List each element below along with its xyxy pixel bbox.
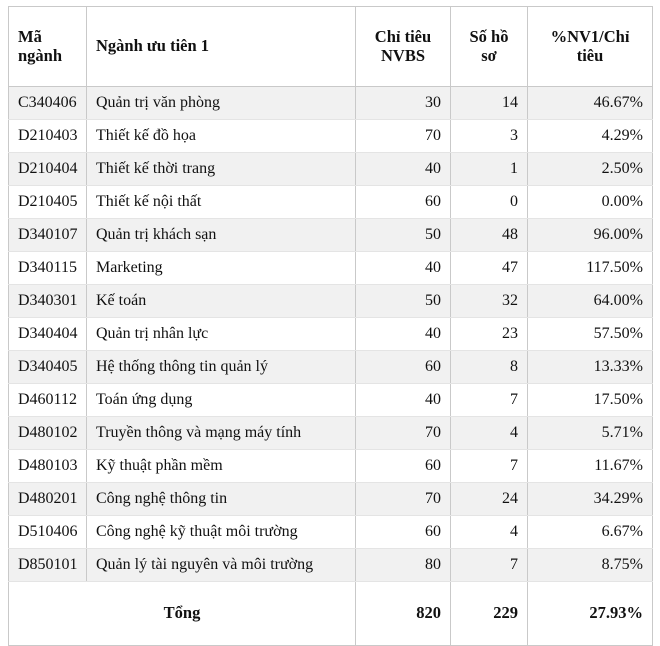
cell-quota: 40 xyxy=(356,252,451,285)
cell-applications: 14 xyxy=(451,87,528,120)
cell-percent: 5.71% xyxy=(528,417,653,450)
column-header-code-line1: Mã xyxy=(18,26,42,46)
cell-major-code: D340115 xyxy=(9,252,87,285)
table-body xyxy=(9,87,653,646)
cell-percent: 57.50% xyxy=(528,318,653,351)
cell-major-code: D340404 xyxy=(9,318,87,351)
header-row xyxy=(9,7,653,87)
table-row xyxy=(9,450,653,483)
cell-percent: 6.67% xyxy=(528,516,653,549)
table-row xyxy=(9,87,653,120)
table-row xyxy=(9,483,653,516)
cell-major-name: Công nghệ thông tin xyxy=(87,483,356,516)
cell-quota: 50 xyxy=(356,219,451,252)
cell-major-name: Hệ thống thông tin quản lý xyxy=(87,351,356,384)
cell-applications: 7 xyxy=(451,384,528,417)
cell-percent: 64.00% xyxy=(528,285,653,318)
cell-percent: 13.33% xyxy=(528,351,653,384)
column-header-quota xyxy=(356,7,451,87)
table-row xyxy=(9,285,653,318)
cell-major-code: D210405 xyxy=(9,186,87,219)
cell-major-name: Kỹ thuật phần mềm xyxy=(87,450,356,483)
table-row xyxy=(9,417,653,450)
table-row xyxy=(9,219,653,252)
cell-major-name: Marketing xyxy=(87,252,356,285)
cell-percent: 8.75% xyxy=(528,549,653,582)
cell-applications: 4 xyxy=(451,516,528,549)
column-header-applications: Số hồ sơ xyxy=(451,7,528,87)
cell-applications: 23 xyxy=(451,318,528,351)
cell-major-name: Công nghệ kỹ thuật môi trường xyxy=(87,516,356,549)
cell-major-name: Toán ứng dụng xyxy=(87,384,356,417)
column-header-code xyxy=(9,7,87,87)
cell-quota: 40 xyxy=(356,318,451,351)
table-row xyxy=(9,384,653,417)
total-applications: 229 xyxy=(451,582,528,646)
cell-quota: 50 xyxy=(356,285,451,318)
cell-major-name: Quản trị nhân lực xyxy=(87,318,356,351)
cell-quota: 60 xyxy=(356,186,451,219)
cell-major-code: D850101 xyxy=(9,549,87,582)
table-row xyxy=(9,318,653,351)
cell-major-name: Thiết kế đồ họa xyxy=(87,120,356,153)
cell-applications: 48 xyxy=(451,219,528,252)
total-row xyxy=(9,582,653,646)
cell-quota: 70 xyxy=(356,120,451,153)
cell-quota: 60 xyxy=(356,351,451,384)
cell-quota: 60 xyxy=(356,450,451,483)
cell-applications: 7 xyxy=(451,450,528,483)
cell-major-code: D480201 xyxy=(9,483,87,516)
cell-major-name: Quản lý tài nguyên và môi trường xyxy=(87,549,356,582)
cell-major-code: D480103 xyxy=(9,450,87,483)
table-row xyxy=(9,120,653,153)
table-header xyxy=(9,7,653,87)
cell-percent: 0.00% xyxy=(528,186,653,219)
cell-major-name: Kế toán xyxy=(87,285,356,318)
column-header-code-line2: ngành xyxy=(18,46,63,65)
column-header-quota-line2: NVBS xyxy=(380,46,425,65)
cell-quota: 30 xyxy=(356,87,451,120)
table-row xyxy=(9,186,653,219)
cell-applications: 1 xyxy=(451,153,528,186)
total-label: Tổng xyxy=(9,582,356,646)
cell-quota: 60 xyxy=(356,516,451,549)
cell-applications: 47 xyxy=(451,252,528,285)
cell-applications: 24 xyxy=(451,483,528,516)
table-row xyxy=(9,351,653,384)
column-header-quota-line1: Chỉ tiêu xyxy=(374,26,432,46)
cell-percent: 17.50% xyxy=(528,384,653,417)
cell-quota: 70 xyxy=(356,483,451,516)
cell-major-code: D340405 xyxy=(9,351,87,384)
cell-major-name: Thiết kế thời trang xyxy=(87,153,356,186)
cell-quota: 40 xyxy=(356,384,451,417)
cell-major-code: C340406 xyxy=(9,87,87,120)
cell-major-code: D510406 xyxy=(9,516,87,549)
admission-quota-table xyxy=(8,6,653,646)
cell-applications: 32 xyxy=(451,285,528,318)
cell-major-name: Thiết kế nội thất xyxy=(87,186,356,219)
column-header-major: Ngành ưu tiên 1 xyxy=(87,7,356,87)
cell-percent: 34.29% xyxy=(528,483,653,516)
cell-major-name: Quản trị khách sạn xyxy=(87,219,356,252)
cell-major-name: Quản trị văn phòng xyxy=(87,87,356,120)
total-quota: 820 xyxy=(356,582,451,646)
cell-major-code: D460112 xyxy=(9,384,87,417)
cell-applications: 7 xyxy=(451,549,528,582)
table-container xyxy=(8,6,652,646)
cell-major-name: Truyền thông và mạng máy tính xyxy=(87,417,356,450)
cell-major-code: D210404 xyxy=(9,153,87,186)
cell-applications: 4 xyxy=(451,417,528,450)
cell-major-code: D480102 xyxy=(9,417,87,450)
cell-percent: 117.50% xyxy=(528,252,653,285)
cell-percent: 4.29% xyxy=(528,120,653,153)
cell-percent: 2.50% xyxy=(528,153,653,186)
cell-percent: 46.67% xyxy=(528,87,653,120)
cell-quota: 40 xyxy=(356,153,451,186)
cell-percent: 11.67% xyxy=(528,450,653,483)
cell-major-code: D210403 xyxy=(9,120,87,153)
table-row xyxy=(9,252,653,285)
cell-applications: 3 xyxy=(451,120,528,153)
table-row xyxy=(9,153,653,186)
cell-major-code: D340301 xyxy=(9,285,87,318)
table-row xyxy=(9,516,653,549)
cell-applications: 8 xyxy=(451,351,528,384)
cell-applications: 0 xyxy=(451,186,528,219)
table-row xyxy=(9,549,653,582)
total-percent: 27.93% xyxy=(528,582,653,646)
cell-quota: 80 xyxy=(356,549,451,582)
column-header-percent: %NV1/Chỉ tiêu xyxy=(528,7,653,87)
cell-quota: 70 xyxy=(356,417,451,450)
cell-major-code: D340107 xyxy=(9,219,87,252)
cell-percent: 96.00% xyxy=(528,219,653,252)
